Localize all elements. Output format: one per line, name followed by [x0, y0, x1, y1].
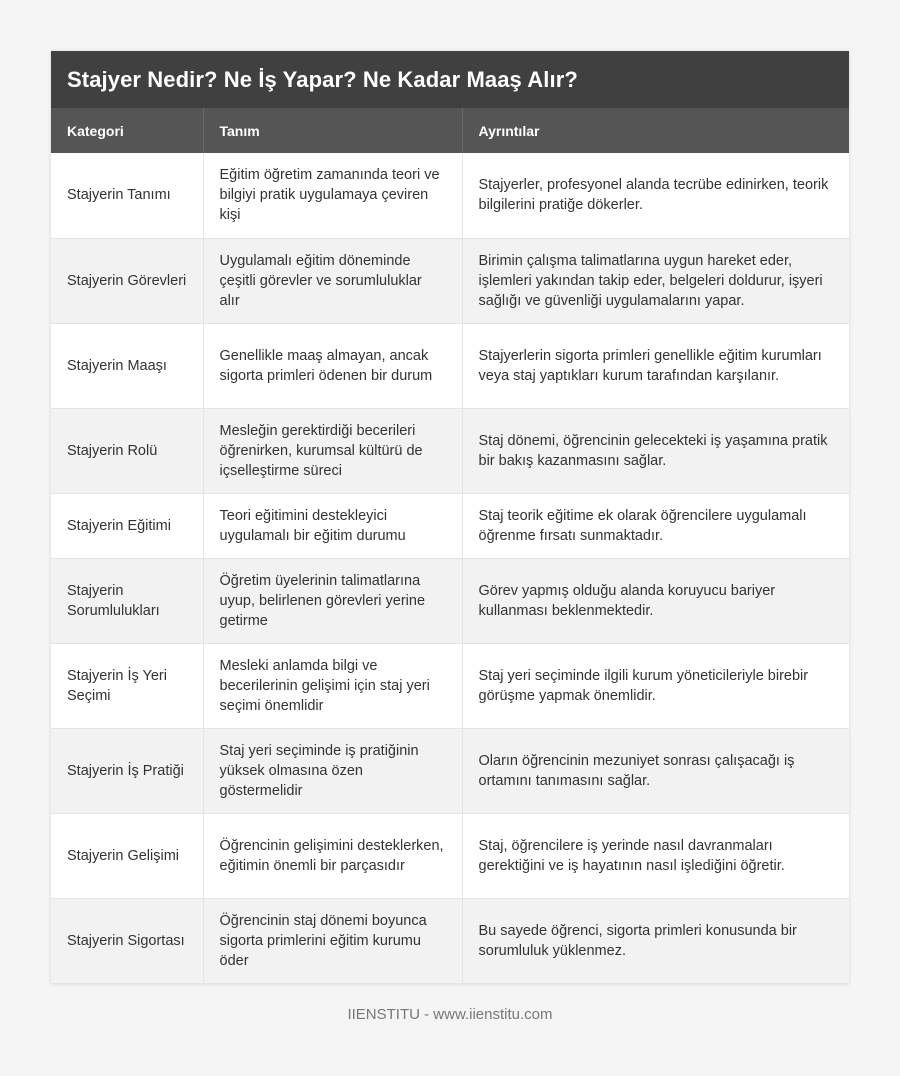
table-row — [51, 813, 849, 898]
cell-ayrintilar: Görev yapmış olduğu alanda koruyucu bariyer kullanması beklenmektedir. — [462, 558, 849, 643]
info-card — [51, 51, 849, 984]
cell-tanim: Uygulamalı eğitim döneminde çeşitli görevler ve sorumluluklar alır — [203, 238, 462, 323]
table-header-row — [51, 108, 849, 153]
cell-ayrintilar: Staj, öğrencilere iş yerinde nasıl davranmaları gerektiğini ve iş hayatının nasıl işlediğini öğretir. — [462, 813, 849, 898]
cell-ayrintilar: Staj dönemi, öğrencinin gelecekteki iş yaşamına pratik bir bakış kazanmasını sağlar. — [462, 408, 849, 493]
cell-ayrintilar: Birimin çalışma talimatlarına uygun hareket eder, işlemleri yakından takip eder, belgeleri doldurur, işyeri sağlığı ve güvenliği uygulamalarını yapar. — [462, 238, 849, 323]
cell-ayrintilar: Oların öğrencinin mezuniyet sonrası çalışacağı iş ortamını tanımasını sağlar. — [462, 728, 849, 813]
cell-tanim: Mesleki anlamda bilgi ve becerilerinin gelişimi için staj yeri seçimi önemlidir — [203, 643, 462, 728]
info-table — [51, 108, 849, 984]
cell-tanim: Staj yeri seçiminde iş pratiğinin yüksek olmasına özen göstermelidir — [203, 728, 462, 813]
cell-ayrintilar: Bu sayede öğrenci, sigorta primleri konusunda bir sorumluluk yüklenmez. — [462, 898, 849, 983]
table-row — [51, 408, 849, 493]
cell-kategori: Stajyerin Gelişimi — [51, 813, 203, 898]
cell-tanim: Öğrencinin gelişimini desteklerken, eğitimin önemli bir parçasıdır — [203, 813, 462, 898]
cell-kategori: Stajyerin Maaşı — [51, 323, 203, 408]
cell-kategori: Stajyerin Görevleri — [51, 238, 203, 323]
cell-tanim: Teori eğitimini destekleyici uygulamalı bir eğitim durumu — [203, 493, 462, 558]
cell-ayrintilar: Staj yeri seçiminde ilgili kurum yöneticileriyle birebir görüşme yapmak önemlidir. — [462, 643, 849, 728]
cell-tanim: Öğrencinin staj dönemi boyunca sigorta primlerini eğitim kurumu öder — [203, 898, 462, 983]
header-ayrintilar: Ayrıntılar — [462, 108, 849, 153]
table-row — [51, 493, 849, 558]
table-row — [51, 323, 849, 408]
cell-kategori: Stajyerin Sigortası — [51, 898, 203, 983]
footer-credit: IIENSTITU - www.iienstitu.com — [347, 1006, 553, 1023]
table-row — [51, 238, 849, 323]
cell-ayrintilar: Stajyerlerin sigorta primleri genellikle eğitim kurumları veya staj yaptıkları kurum tarafından karşılanır. — [462, 323, 849, 408]
cell-kategori: Stajyerin Eğitimi — [51, 493, 203, 558]
table-row — [51, 643, 849, 728]
table-row — [51, 153, 849, 238]
header-tanim: Tanım — [203, 108, 462, 153]
header-kategori: Kategori — [51, 108, 203, 153]
cell-ayrintilar: Stajyerler, profesyonel alanda tecrübe edinirken, teorik bilgilerini pratiğe dökerler. — [462, 153, 849, 238]
cell-kategori: Stajyerin Rolü — [51, 408, 203, 493]
cell-kategori: Stajyerin Tanımı — [51, 153, 203, 238]
table-row — [51, 728, 849, 813]
cell-tanim: Öğretim üyelerinin talimatlarına uyup, belirlenen görevleri yerine getirme — [203, 558, 462, 643]
cell-tanim: Mesleğin gerektirdiği becerileri öğrenirken, kurumsal kültürü de içselleştirme süreci — [203, 408, 462, 493]
page-title: Stajyer Nedir? Ne İş Yapar? Ne Kadar Maaş Alır? — [67, 66, 578, 92]
table-row — [51, 898, 849, 983]
cell-kategori: Stajyerin İş Pratiği — [51, 728, 203, 813]
cell-ayrintilar: Staj teorik eğitime ek olarak öğrencilere uygulamalı öğrenme fırsatı sunmaktadır. — [462, 493, 849, 558]
cell-tanim: Genellikle maaş almayan, ancak sigorta primleri ödenen bir durum — [203, 323, 462, 408]
cell-tanim: Eğitim öğretim zamanında teori ve bilgiyi pratik uygulamaya çeviren kişi — [203, 153, 462, 238]
title-bar — [51, 51, 849, 108]
table-row — [51, 558, 849, 643]
cell-kategori: Stajyerin İş Yeri Seçimi — [51, 643, 203, 728]
cell-kategori: Stajyerin Sorumlulukları — [51, 558, 203, 643]
